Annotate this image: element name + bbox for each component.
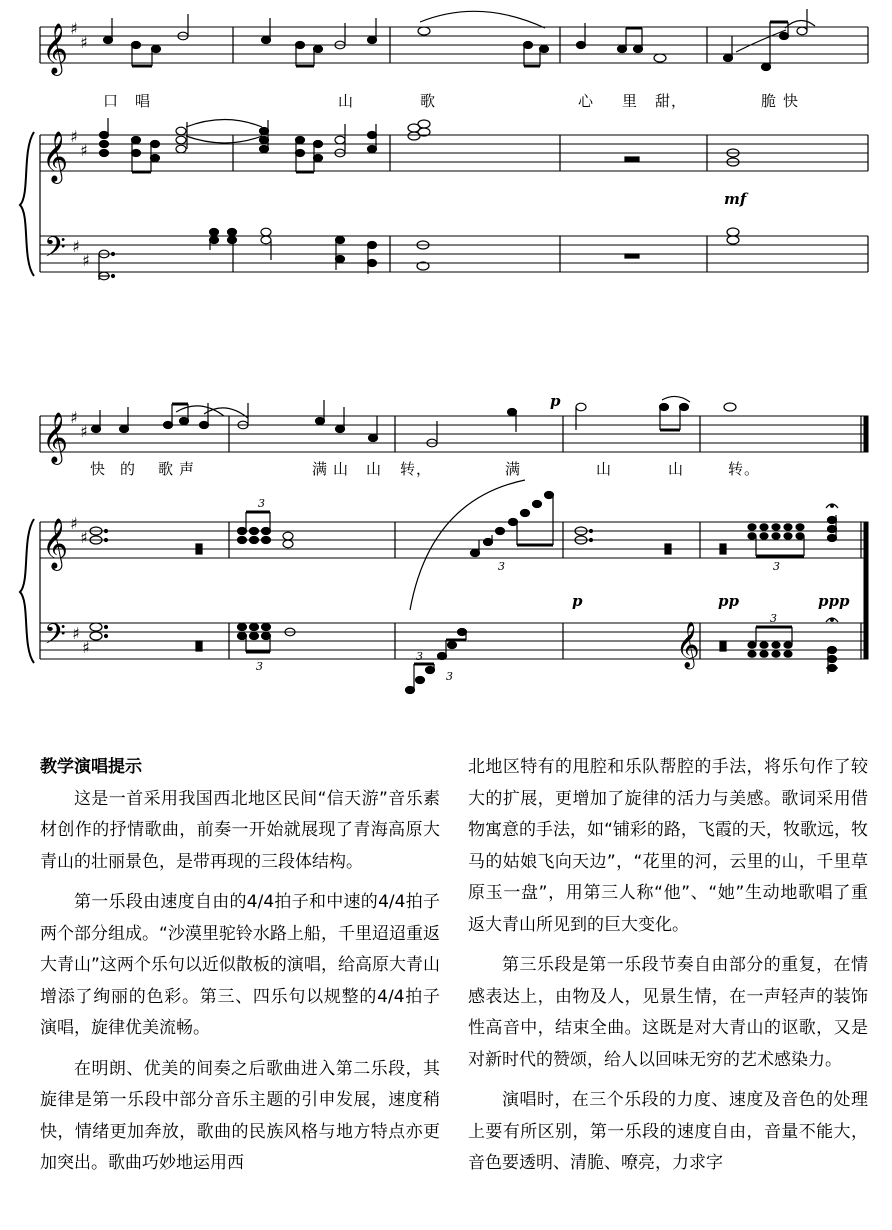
system2-piano-treble-staff <box>40 522 868 558</box>
svg-text:3: 3 <box>498 560 505 573</box>
svg-text:♯: ♯ <box>80 422 88 441</box>
paragraph: 第三乐段是第一乐段节奏自由部分的重复，在情感表达上，由物及人，见景生情，在一声轻声的装饰性高音中，结束全曲。这既是对大青山的讴歌，又是对新时代的赞颂，给人以回味无穷的艺术感染力。 <box>468 955 868 1070</box>
svg-text:♯: ♯ <box>72 624 80 643</box>
dynamic-mark: p <box>572 592 583 610</box>
notes-left-column <box>40 752 440 1180</box>
treble-clef-icon: 𝄞 <box>42 131 69 182</box>
lyric: 山 <box>333 460 350 478</box>
lyric: 的 <box>120 460 137 478</box>
paragraph: 演唱时，在三个乐段的力度、速度及音色的处理上要有所区别，第一乐段的速度自由，音量不能大，音色要透明、清脆、嘹亮，力求字 <box>468 1090 868 1173</box>
system2-voice-staff <box>40 416 868 452</box>
bass-clef-icon: 𝄢 <box>44 618 66 658</box>
lyric: 声 <box>179 460 196 478</box>
lyric: 山 <box>366 460 383 478</box>
treble-clef-icon: 𝄞 <box>42 23 69 74</box>
svg-text:♯: ♯ <box>72 237 80 256</box>
dynamic-mark: ppp <box>818 592 850 610</box>
paragraph: 在明朗、优美的间奏之后歌曲进入第二乐段，其旋律是第一乐段中部分音乐主题的引申发展，速度稍快，情绪更加奔放，歌曲的民族风格与地方特点亦更加突出。歌曲巧妙地运用西 <box>40 1058 440 1173</box>
system1-piano-bass-staff <box>40 236 868 272</box>
svg-text:♯: ♯ <box>80 528 88 547</box>
system1-lyrics <box>0 90 892 112</box>
lyric: 心 <box>578 92 595 110</box>
svg-text:3: 3 <box>446 670 453 683</box>
svg-text:♯: ♯ <box>82 251 90 270</box>
svg-text:♯: ♯ <box>70 19 78 38</box>
lyric: 快 <box>783 92 800 110</box>
dynamic-mark: pp <box>718 592 739 610</box>
system1-voice-staff <box>40 27 868 63</box>
svg-text:3: 3 <box>258 497 265 510</box>
system2-lyrics <box>0 458 892 480</box>
notes-right-column <box>468 752 868 1180</box>
lyric: 满 <box>505 460 522 478</box>
lyric: 满 <box>312 460 329 478</box>
svg-text:♯: ♯ <box>70 408 78 427</box>
lyric: 转， <box>400 460 433 478</box>
svg-text:♯: ♯ <box>80 141 88 160</box>
svg-text:♯: ♯ <box>70 514 78 533</box>
lyric: 快 <box>90 460 107 478</box>
lyric: 转。 <box>728 460 761 478</box>
lyric: 里 <box>622 92 639 110</box>
dynamic-mark: mf <box>724 190 747 208</box>
paragraph: 第一乐段由速度自由的4/4拍子和中速的4/4拍子两个部分组成。“沙漠里驼铃水路上船，千里迢迢重返大青山”这两个乐句以近似散板的演唱，给高原大青山增添了绚丽的色彩。第三、四乐句以规整的4/4拍子演唱，旋律优美流畅。 <box>40 892 440 1038</box>
lyric: 脆 <box>761 92 778 110</box>
paragraph: 北地区特有的甩腔和乐队帮腔的手法，将乐句作了较大的扩展，更增加了旋律的活力与美感。歌词采用借物寓意的手法，如“铺彩的路，飞霞的天，牧歌远，牧马的姑娘飞向天边”，“花里的河，云里的山，千里草原玉一盘”，用第三人称“他”、“她”生动地歌唱了重返大青山所见到的巨大变化。 <box>468 757 868 935</box>
treble-clef-icon: 𝄞 <box>676 622 700 668</box>
svg-text:♯: ♯ <box>80 33 88 52</box>
svg-text:♯: ♯ <box>70 127 78 146</box>
treble-clef-icon: 𝄞 <box>42 412 69 463</box>
lyric: 歌 <box>158 460 175 478</box>
treble-clef-icon: 𝄞 <box>42 518 69 569</box>
svg-text:3: 3 <box>770 612 777 625</box>
paragraph: 这是一首采用我国西北地区民间“信天游”音乐素材创作的抒情歌曲，前奏一开始就展现了青海高原大青山的壮丽景色，是带再现的三段体结构。 <box>40 788 440 872</box>
lyric: 唱 <box>135 92 152 110</box>
lyric: 山 <box>338 92 355 110</box>
svg-text:3: 3 <box>256 660 263 673</box>
lyric: 歌 <box>420 92 437 110</box>
dynamic-mark: p <box>550 392 561 410</box>
lyric: 山 <box>596 460 613 478</box>
lyric: 甜， <box>655 92 688 110</box>
system1-piano-treble-staff <box>40 135 868 171</box>
notes-heading: 教学演唱提示 <box>40 757 142 777</box>
lyric: 口 <box>103 92 120 110</box>
svg-text:3: 3 <box>416 650 423 663</box>
bass-clef-icon: 𝄢 <box>44 231 66 271</box>
svg-text:3: 3 <box>773 560 780 573</box>
lyric: 山 <box>668 460 685 478</box>
svg-text:♯: ♯ <box>82 638 90 657</box>
